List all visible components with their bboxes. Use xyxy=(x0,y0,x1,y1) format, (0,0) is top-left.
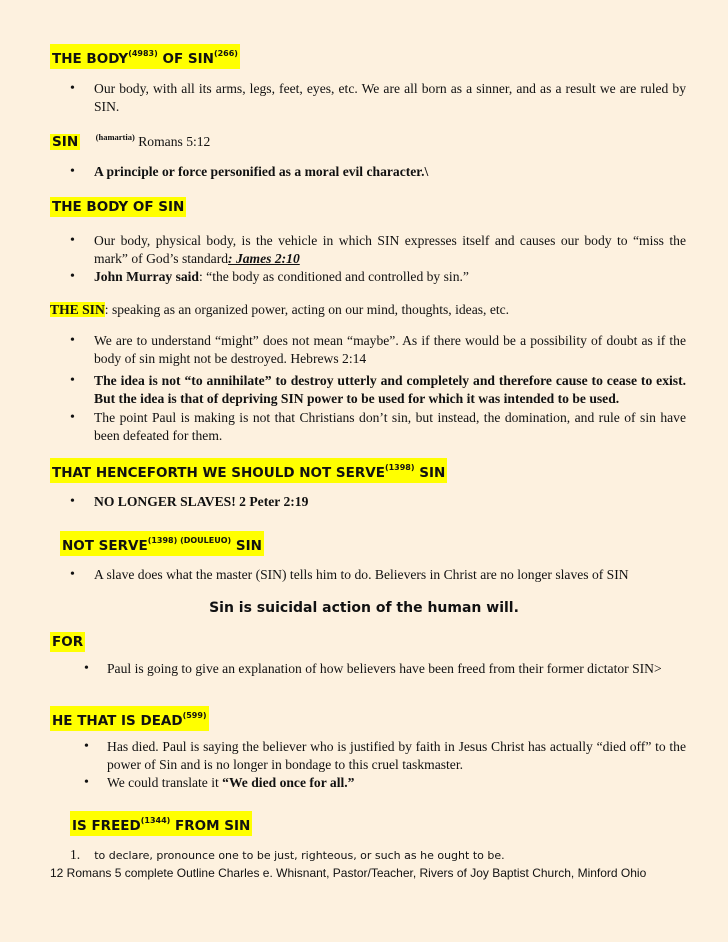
bullet: • xyxy=(70,233,75,248)
heading-body-of-sin-numbers: THE $BODY^{(4983)}$ OF SIN$^{(266)}$ xyxy=(50,44,240,69)
heading-he-that-is-dead: HE THAT IS DEAD$^{(599)}$ xyxy=(50,706,209,731)
bullet: • xyxy=(84,661,89,676)
paragraph-explanation: Paul is going to give an explanation of how believers have been freed from their former dictator SIN> xyxy=(107,661,662,676)
bullet: • xyxy=(70,410,75,425)
paragraph-might: We are to understand “might” does not mean “maybe”. As if there would be a possibility of doubt as if the body of sin might not be destroyed. Hebrews 2:14 xyxy=(94,333,686,366)
paragraph-john-murray: John Murray said: “the body as conditioned and controlled by sin.” xyxy=(94,269,469,284)
bullet: • xyxy=(70,81,75,96)
bullet: • xyxy=(70,494,75,509)
paragraph-point-paul: The point Paul is making is not that Christians don’t sin, but instead, the domination, and rule of sin have been defeated for them. xyxy=(94,410,686,443)
sin-hamartia-line: SIN $^{(hamartia)}$ Romans 5:12 xyxy=(52,132,211,150)
heading-for: FOR xyxy=(52,634,84,650)
paragraph-no-longer-slaves: NO LONGER SLAVES! 2 Peter 2:19 xyxy=(94,494,309,509)
bullet: • xyxy=(70,269,75,284)
paragraph-has-died: Has died. Paul is saying the believer who is justified by faith in Jesus Christ has actually “died off” to the power of Sin and is no longer in bondage to this cruel taskmaster. xyxy=(107,739,686,772)
bullet: • xyxy=(84,775,89,790)
heading-is-freed: IS $FREED^{(1344)}$ FROM SIN xyxy=(70,811,252,836)
paragraph-slave: A slave does what the master (SIN) tells him to do. Believers in Christ are no longer slaves of SIN xyxy=(94,567,629,582)
numbered-item-1: 1. to declare, pronounce one to be just, righteous, or such as he ought to be. xyxy=(70,847,505,862)
heading-not-serve: NOT $SERVE^{(1398) (DOULEUO)}$ SIN xyxy=(60,531,264,556)
heading-henceforth: THAT HENCEFORTH WE SHOULD NOT $SERVE^{(1398)}$ SIN xyxy=(50,458,447,483)
bullet: • xyxy=(70,164,75,179)
paragraph-physical-body: Our body, physical body, is the vehicle in which SIN expresses itself and causes our body to “miss the mark” of God’s standard: James 2:10 xyxy=(94,233,686,266)
paragraph-annihilate: The idea is not “to annihilate” to destroy utterly and completely and therefore cause to cease to exist. But the idea is that of depriving SIN power to be used for which it was intended to be used. xyxy=(94,373,686,406)
page-footer: 12 Romans 5 complete Outline Charles e. Whisnant, Pastor/Teacher, Rivers of Joy Baptist Church, Minford Ohio xyxy=(50,866,647,880)
the-sin-line: THE SIN: speaking as an organized power, acting on our mind, thoughts, ideas, etc. xyxy=(50,302,510,317)
bullet: • xyxy=(70,373,75,388)
bullet: • xyxy=(84,739,89,754)
paragraph-principle: A principle or force personified as a moral evil character.\ xyxy=(94,164,429,179)
heading-the-body-of-sin: THE BODY OF SIN xyxy=(52,199,185,215)
quote-sin-suicidal: Sin is suicidal action of the human will. xyxy=(209,600,519,616)
bullet: • xyxy=(70,333,75,348)
paragraph-translate: We could translate it “We died once for all.” xyxy=(107,775,355,790)
bullet: • xyxy=(70,567,75,582)
paragraph-our-body: Our body, with all its arms, legs, feet, eyes, etc. We are all born as a sinner, and as a result we are ruled by SIN. xyxy=(94,81,686,114)
